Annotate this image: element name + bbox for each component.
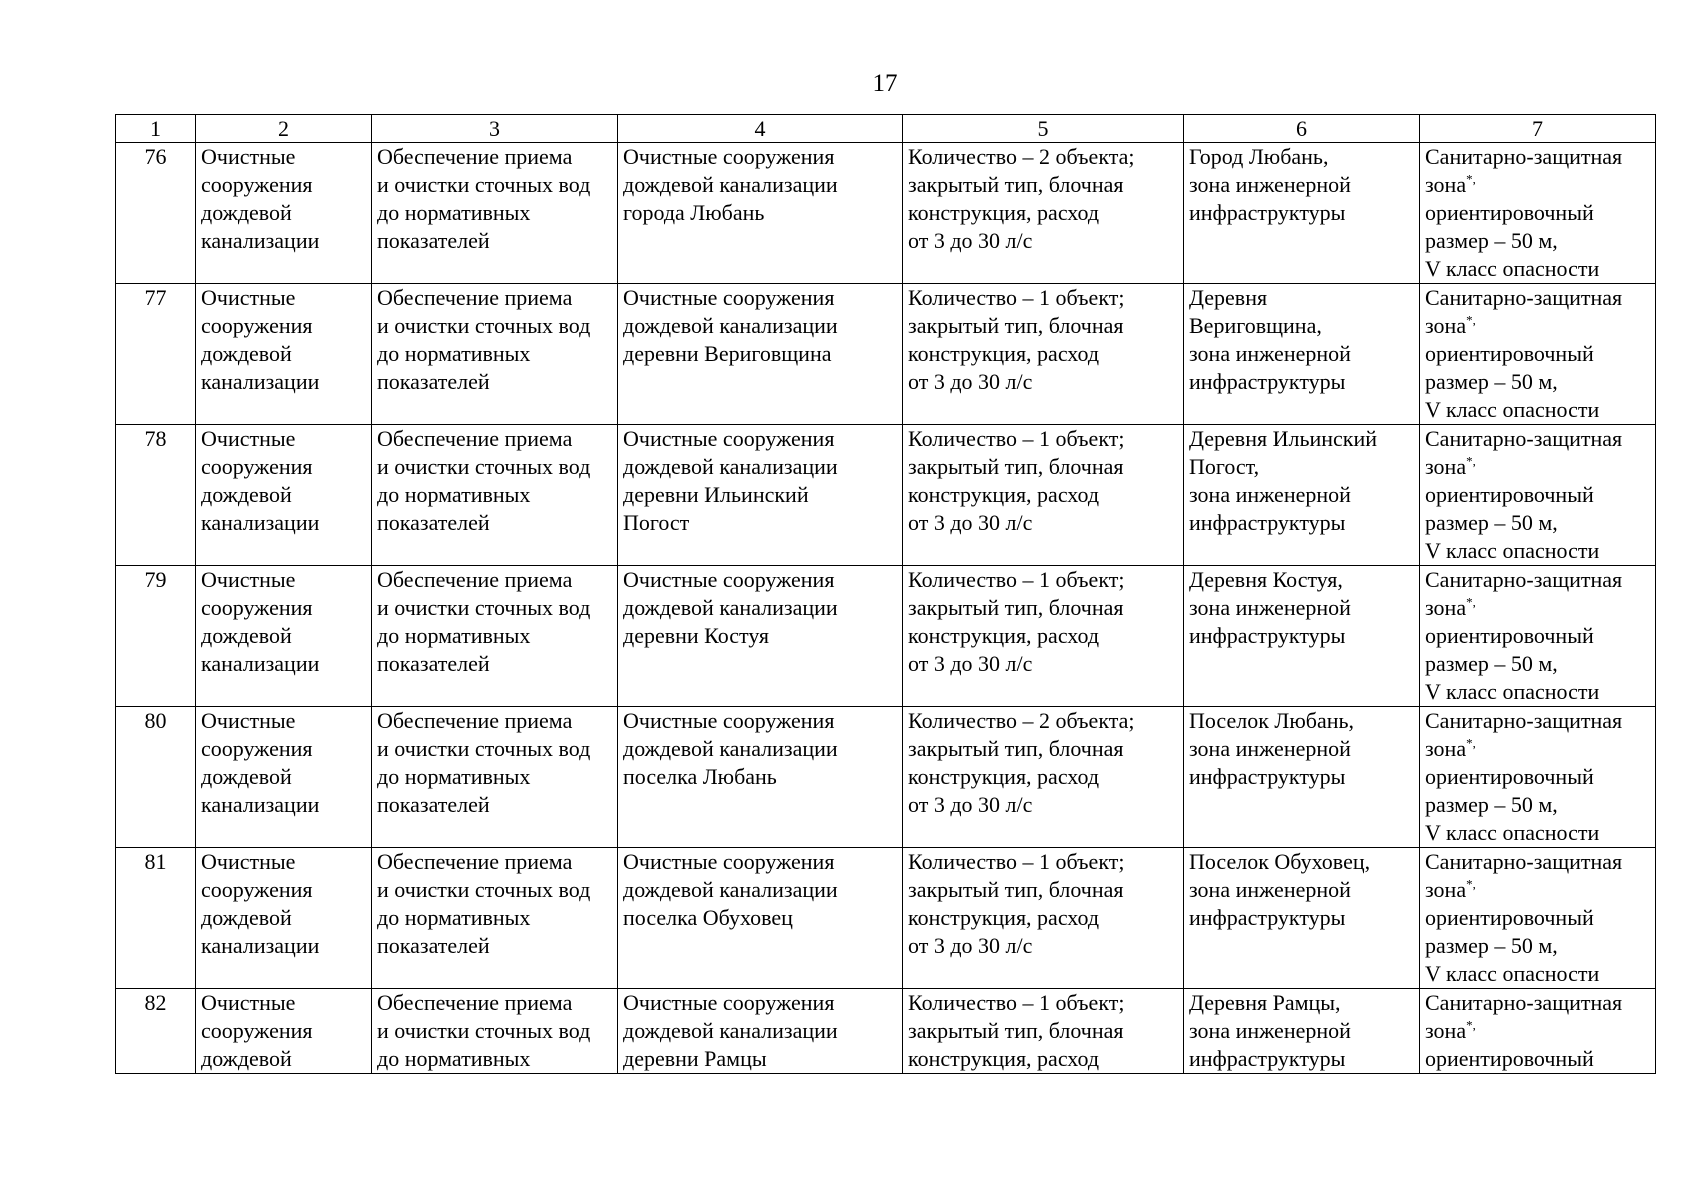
restriction-cell [1420, 707, 1656, 848]
row-number: 79 [116, 566, 196, 707]
table-row [116, 425, 1656, 566]
restriction-cell [1420, 425, 1656, 566]
location-cell: Очистные сооружения дождевой канализации города Любань [618, 143, 903, 284]
characteristics-cell: Количество – 1 объект; закрытый тип, блочная конструкция, расход [903, 989, 1184, 1074]
restriction-cell [1420, 566, 1656, 707]
purpose-cell: Обеспечение приема и очистки сточных вод до нормативных показателей [372, 425, 618, 566]
zone-cell: Поселок Любань, зона инженерной инфраструктуры [1184, 707, 1420, 848]
row-number: 77 [116, 284, 196, 425]
location-cell: Очистные сооружения дождевой канализации деревни Вериговщина [618, 284, 903, 425]
footnote-mark: *, [1466, 735, 1476, 751]
column-number: 3 [372, 115, 618, 143]
zone-cell: Город Любань, зона инженерной инфраструктуры [1184, 143, 1420, 284]
location-cell: Очистные сооружения дождевой канализации деревни Рамцы [618, 989, 903, 1074]
restriction-text: ориентировочный размер – 50 м, V класс опасности [1425, 623, 1600, 704]
column-number: 7 [1420, 115, 1656, 143]
restriction-text: ориентировочный размер – 50 м, V класс опасности [1425, 905, 1600, 986]
row-number: 76 [116, 143, 196, 284]
column-number: 4 [618, 115, 903, 143]
purpose-cell: Обеспечение приема и очистки сточных вод до нормативных показателей [372, 848, 618, 989]
table-row [116, 989, 1656, 1074]
page-number: 17 [872, 70, 898, 97]
restriction-text: ориентировочный размер – 50 м, V класс опасности [1425, 764, 1600, 845]
location-cell: Очистные сооружения дождевой канализации деревни Ильинский Погост [618, 425, 903, 566]
row-number: 80 [116, 707, 196, 848]
characteristics-cell: Количество – 1 объект; закрытый тип, блочная конструкция, расход от 3 до 30 л/с [903, 284, 1184, 425]
footnote-mark: *, [1466, 171, 1476, 187]
table-row [116, 566, 1656, 707]
object-name-cell: Очистные сооружения дождевой канализации [196, 425, 372, 566]
object-name-cell: Очистные сооружения дождевой канализации [196, 284, 372, 425]
restriction-label: Санитарно-защитная зона [1425, 849, 1623, 902]
object-name-cell: Очистные сооружения дождевой канализации [196, 848, 372, 989]
object-name-cell: Очистные сооружения дождевой канализации [196, 566, 372, 707]
facilities-table [115, 114, 1656, 1074]
column-number-row [116, 115, 1656, 143]
characteristics-cell: Количество – 1 объект; закрытый тип, блочная конструкция, расход от 3 до 30 л/с [903, 566, 1184, 707]
characteristics-cell: Количество – 1 объект; закрытый тип, блочная конструкция, расход от 3 до 30 л/с [903, 848, 1184, 989]
restriction-cell [1420, 989, 1656, 1074]
zone-cell: Деревня Костуя, зона инженерной инфраструктуры [1184, 566, 1420, 707]
restriction-label: Санитарно-защитная зона [1425, 426, 1623, 479]
purpose-cell: Обеспечение приема и очистки сточных вод до нормативных показателей [372, 707, 618, 848]
characteristics-cell: Количество – 2 объекта; закрытый тип, блочная конструкция, расход от 3 до 30 л/с [903, 707, 1184, 848]
restriction-label: Санитарно-защитная зона [1425, 567, 1623, 620]
zone-cell: Поселок Обуховец, зона инженерной инфраструктуры [1184, 848, 1420, 989]
column-number: 6 [1184, 115, 1420, 143]
table-row [116, 284, 1656, 425]
row-number: 78 [116, 425, 196, 566]
table-row [116, 848, 1656, 989]
footnote-mark: *, [1466, 594, 1476, 610]
purpose-cell: Обеспечение приема и очистки сточных вод до нормативных показателей [372, 566, 618, 707]
object-name-cell: Очистные сооружения дождевой [196, 989, 372, 1074]
table-row [116, 143, 1656, 284]
restriction-cell [1420, 284, 1656, 425]
restriction-text: ориентировочный размер – 50 м, V класс опасности [1425, 482, 1600, 563]
row-number: 81 [116, 848, 196, 989]
location-cell: Очистные сооружения дождевой канализации деревни Костуя [618, 566, 903, 707]
restriction-label: Санитарно-защитная зона [1425, 144, 1623, 197]
characteristics-cell: Количество – 1 объект; закрытый тип, блочная конструкция, расход от 3 до 30 л/с [903, 425, 1184, 566]
row-number: 82 [116, 989, 196, 1074]
restriction-label: Санитарно-защитная зона [1425, 990, 1623, 1043]
restriction-text: ориентировочный [1425, 1046, 1594, 1071]
purpose-cell: Обеспечение приема и очистки сточных вод до нормативных показателей [372, 143, 618, 284]
column-number: 2 [196, 115, 372, 143]
footnote-mark: *, [1466, 453, 1476, 469]
restriction-label: Санитарно-защитная зона [1425, 285, 1623, 338]
object-name-cell: Очистные сооружения дождевой канализации [196, 143, 372, 284]
column-number: 5 [903, 115, 1184, 143]
zone-cell: Деревня Ильинский Погост, зона инженерной инфраструктуры [1184, 425, 1420, 566]
restriction-text: ориентировочный размер – 50 м, V класс опасности [1425, 341, 1600, 422]
footnote-mark: *, [1466, 1017, 1476, 1033]
zone-cell: Деревня Рамцы, зона инженерной инфраструктуры [1184, 989, 1420, 1074]
footnote-mark: *, [1466, 312, 1476, 328]
location-cell: Очистные сооружения дождевой канализации поселка Обуховец [618, 848, 903, 989]
table-row [116, 707, 1656, 848]
object-name-cell: Очистные сооружения дождевой канализации [196, 707, 372, 848]
zone-cell: Деревня Вериговщина, зона инженерной инфраструктуры [1184, 284, 1420, 425]
restriction-text: ориентировочный размер – 50 м, V класс опасности [1425, 200, 1600, 281]
restriction-cell [1420, 848, 1656, 989]
characteristics-cell: Количество – 2 объекта; закрытый тип, блочная конструкция, расход от 3 до 30 л/с [903, 143, 1184, 284]
restriction-cell [1420, 143, 1656, 284]
purpose-cell: Обеспечение приема и очистки сточных вод до нормативных [372, 989, 618, 1074]
footnote-mark: *, [1466, 876, 1476, 892]
restriction-label: Санитарно-защитная зона [1425, 708, 1623, 761]
column-number: 1 [116, 115, 196, 143]
location-cell: Очистные сооружения дождевой канализации поселка Любань [618, 707, 903, 848]
purpose-cell: Обеспечение приема и очистки сточных вод до нормативных показателей [372, 284, 618, 425]
